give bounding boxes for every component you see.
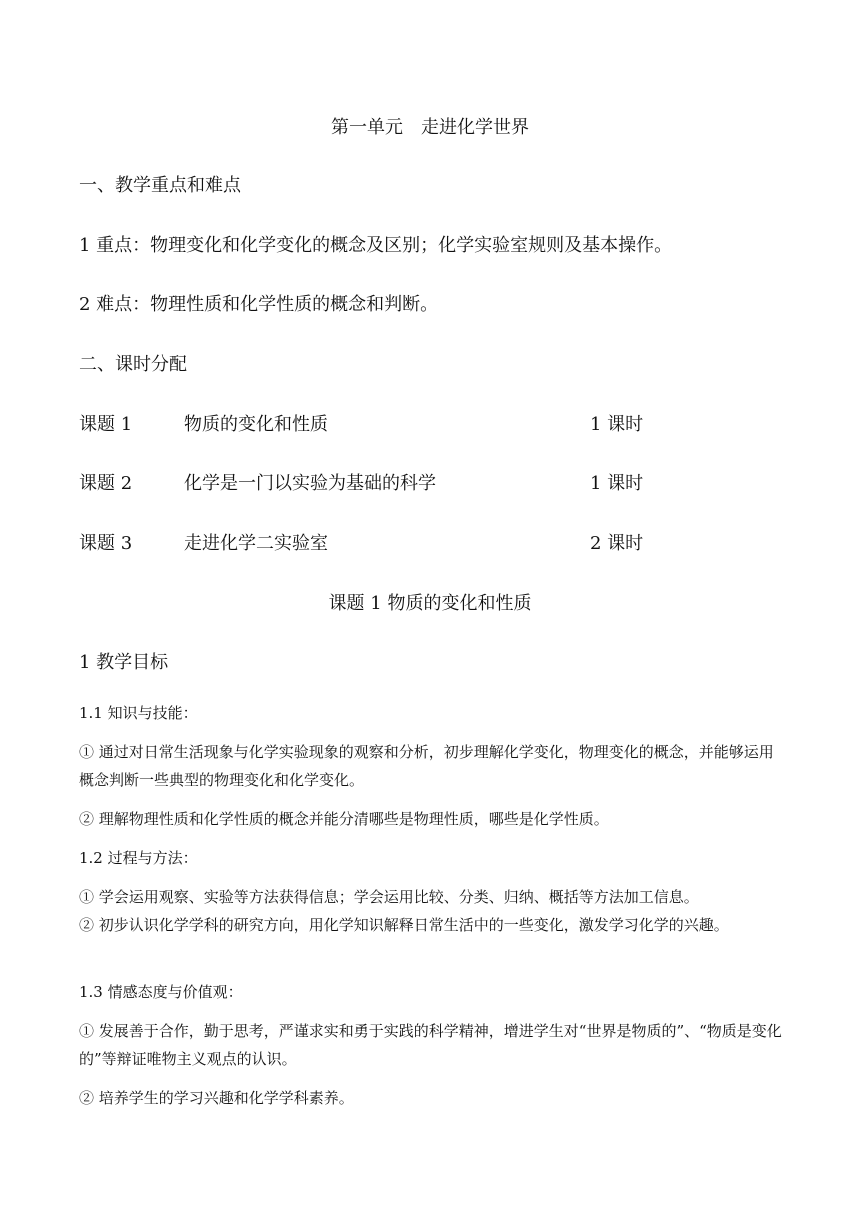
schedule-row-label: 课题 3 — [79, 533, 133, 554]
section-heading-key-points: 一、教学重点和难点 — [79, 175, 241, 196]
process-heading: 1.2 过程与方法： — [79, 849, 198, 867]
knowledge-item-2: ② 理解物理性质和化学性质的概念并能分清哪些是物理性质，哪些是化学性质。 — [79, 810, 609, 828]
section-heading-schedule: 二、课时分配 — [79, 354, 187, 375]
schedule-row-title: 物质的变化和性质 — [184, 414, 328, 435]
schedule-row-title: 化学是一门以实验为基础的科学 — [184, 473, 436, 494]
unit-title: 第一单元 走进化学世界 — [331, 117, 529, 138]
schedule-row-label: 课题 1 — [79, 414, 133, 435]
process-item-2: ② 初步认识化学学科的研究方向，用化学知识解释日常生活中的一些变化，激发学习化学的兴趣。 — [79, 916, 729, 934]
attitude-item-1: ① 发展善于合作，勤于思考，严谨求实和勇于实践的科学精神，增进学生对“世界是物质的”、“物质是变化的”等辩证唯物主义观点的认识。 — [79, 1022, 782, 1068]
schedule-row-hours: 2 课时 — [590, 533, 644, 554]
schedule-row-label: 课题 2 — [79, 473, 133, 494]
lesson-title: 课题 1 物质的变化和性质 — [328, 593, 532, 614]
objectives-heading: 1 教学目标 — [79, 652, 169, 673]
attitude-item-2: ② 培养学生的学习兴趣和化学学科素养。 — [79, 1089, 354, 1107]
schedule-row-title: 走进化学二实验室 — [184, 533, 328, 554]
schedule-row-hours: 1 课时 — [590, 473, 644, 494]
attitude-heading: 1.3 情感态度与价值观： — [79, 983, 243, 1001]
key-point-text: 1 重点：物理变化和化学变化的概念及区别；化学实验室规则及基本操作。 — [79, 235, 673, 256]
knowledge-heading: 1.1 知识与技能： — [79, 704, 198, 722]
difficult-point-text: 2 难点：物理性质和化学性质的概念和判断。 — [79, 294, 439, 315]
knowledge-item-1: ① 通过对日常生活现象与化学实验现象的观察和分析，初步理解化学变化，物理变化的概念，并能够运用概念判断一些典型的物理变化和化学变化。 — [79, 743, 774, 789]
schedule-row-hours: 1 课时 — [590, 414, 644, 435]
process-item-1: ① 学会运用观察、实验等方法获得信息；学会运用比较、分类、归纳、概括等方法加工信息。 — [79, 888, 699, 906]
